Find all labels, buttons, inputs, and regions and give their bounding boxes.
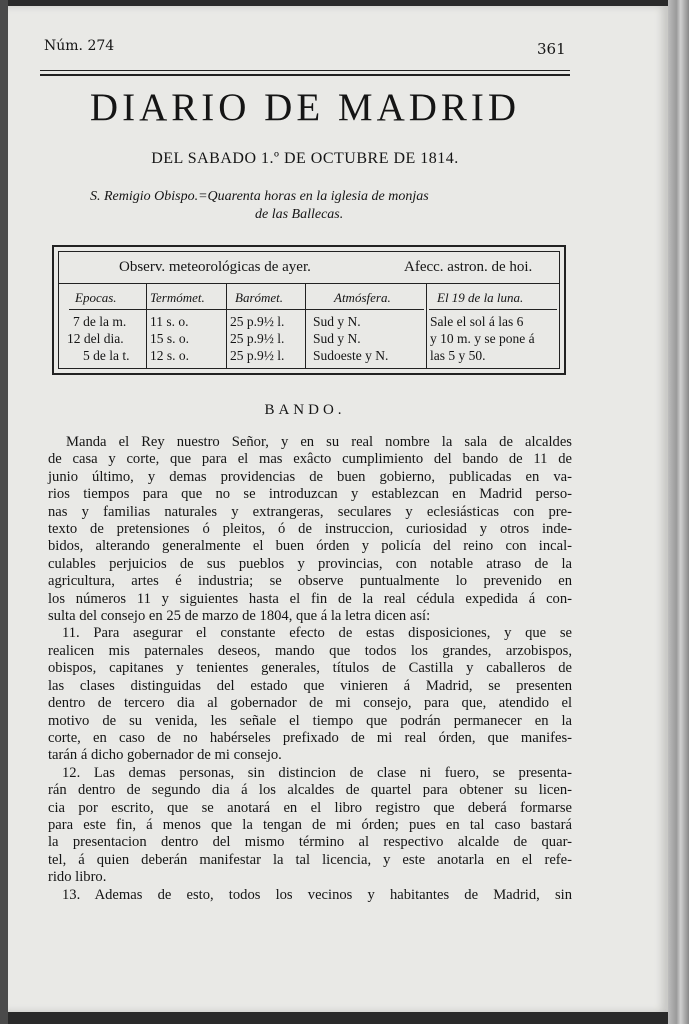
text-line: sulta del consejo en 25 de marzo de 1804, que á la letra dicen así: xyxy=(48,608,431,625)
row1-epoca: 7 de la m. xyxy=(73,314,127,329)
masthead-title: DIARIO DE MADRID xyxy=(89,86,521,129)
page-gutter xyxy=(0,0,8,1024)
meteorological-table xyxy=(52,245,566,375)
header-rule-thick xyxy=(40,74,570,76)
row1-astro: Sale el sol á las 6 xyxy=(430,314,524,329)
article-heading: BANDO. xyxy=(264,402,346,418)
text-line: bidos, alterando generalmente el buen órden y policía del reino con incal- xyxy=(48,538,572,555)
saint-notice xyxy=(90,188,550,224)
row3-astro: las 5 y 50. xyxy=(430,348,486,363)
text-line: culables perjuicios de sus pueblos y provincias, con notable atraso de la xyxy=(48,555,572,572)
meteo-divider xyxy=(426,283,427,368)
row1-term: 11 s. o. xyxy=(150,314,189,329)
text-line: los números 11 y siguientes hasta el fin de la real cédula expedida á con- xyxy=(48,590,572,607)
issue-number: Núm. 274 xyxy=(44,38,115,54)
col-termometro: Termómet. xyxy=(150,290,205,305)
text-line: texto de pretensiones ó pleitos, ó de instruccion, curiosidad y otros inde- xyxy=(48,521,572,538)
text-line: de casa y corte, que para el mas exâcto cumplimiento del bando de 11 de xyxy=(48,451,572,468)
text-line: rios tiempos para que no se introduzcan y establezcan en Madrid perso- xyxy=(48,486,572,503)
row2-term: 15 s. o. xyxy=(150,331,190,346)
meteo-divider xyxy=(226,283,227,368)
paragraph-2 xyxy=(48,625,572,764)
row2-atmos: Sud y N. xyxy=(313,331,361,346)
text-line: dentro de tercero dia al gobernador de mi consejo, para que, atendido el xyxy=(48,695,572,712)
text-line: motivo de su venida, les señale el tiempo que podrán permanecer en la xyxy=(48,712,572,729)
text-line: las clases distinguidas del estado que vinieren á Madrid, se presenten xyxy=(48,677,572,694)
col-epocas: Epocas. xyxy=(75,290,117,305)
col-barometro: Barómet. xyxy=(235,290,284,305)
row3-atmos: Sudoeste y N. xyxy=(313,348,389,363)
dateline: DEL SABADO 1.º DE OCTUBRE DE 1814. xyxy=(151,150,459,167)
row2-astro: y 10 m. y se pone á xyxy=(430,331,535,346)
row2-barom: 25 p.9½ l. xyxy=(230,331,285,346)
meteo-title-obs: Observ. meteorológicas de ayer. xyxy=(119,259,311,275)
text-line: 12. Las demas personas, sin distincion de clase ni fuero, se presenta- xyxy=(62,764,572,781)
text-line: nas y familias naturales y extrangeras, seculares y eclesiásticas con pre- xyxy=(48,503,572,520)
row3-barom: 25 p.9½ l. xyxy=(230,348,285,363)
meteo-divider xyxy=(146,283,147,368)
text-line: junio último, y demas providencias de buen gobierno, publicadas en va- xyxy=(48,468,572,485)
text-line: para este fin, á menos que la tengan de mi órden; pues en tal caso bastará xyxy=(48,816,572,833)
header-rule xyxy=(40,70,570,71)
meteo-title-astro: Afecc. astron. de hoi. xyxy=(404,259,533,275)
text-line: 11. Para asegurar el constante efecto de estas disposiciones, y que se xyxy=(62,625,572,642)
row2-epoca: 12 del dia. xyxy=(67,331,124,346)
saint-line-1: S. Remigio Obispo.=Quarenta horas en la iglesia de monjas xyxy=(90,189,429,204)
text-line: realicen mis paternales deseos, mando que todos los grandes, arzobispos, xyxy=(48,642,572,659)
paragraph-3 xyxy=(48,765,572,887)
saint-line-2: de las Ballecas. xyxy=(255,207,344,222)
article-body xyxy=(48,434,572,904)
text-line: tarán á dicho gobernador de mi consejo. xyxy=(48,747,282,764)
row3-epoca: 5 de la t. xyxy=(83,348,130,363)
text-line: corte, en caso de no habérseles prefixado de mi real órden, que manifes- xyxy=(48,729,572,746)
text-line: 13. Ademas de esto, todos los vecinos y habitantes de Madrid, sin xyxy=(62,886,572,903)
text-line: agricultura, artes é industria; se observe puntualmente lo prevenido en xyxy=(48,573,572,590)
row1-barom: 25 p.9½ l. xyxy=(230,314,285,329)
col-luna: El 19 de la luna. xyxy=(437,290,524,305)
meteo-rule xyxy=(69,309,424,310)
text-line: tel, á quien deberán manifestar la tal licencia, y este anotarla en el refe- xyxy=(48,851,572,868)
text-line: obispos, capitanes y tenientes generales, títulos de Castilla y caballeros de xyxy=(48,660,572,677)
text-line: rán dentro de segundo dia á los alcaldes de quartel para obtener su licen- xyxy=(48,782,572,799)
page-edge xyxy=(668,0,689,1024)
col-atmosfera: Atmósfera. xyxy=(334,290,391,305)
meteo-divider xyxy=(305,283,306,368)
text-line: cia por escrito, que se anotará en el libro registro que deberá formarse xyxy=(48,799,572,816)
page-number: 361 xyxy=(537,40,566,58)
paragraph-1 xyxy=(48,434,572,625)
meteo-inner-frame xyxy=(58,251,560,369)
paragraph-4 xyxy=(48,887,572,904)
text-line: rido libro. xyxy=(48,869,107,886)
text-line: Manda el Rey nuestro Señor, y en su real nombre la sala de alcaldes xyxy=(66,434,572,450)
text-line: la presentacion dentro del mismo término al respectivo alcalde de quar- xyxy=(48,834,572,851)
meteo-rule xyxy=(429,309,557,310)
row1-atmos: Sud y N. xyxy=(313,314,361,329)
row3-term: 12 s. o. xyxy=(150,348,190,363)
meteo-rule xyxy=(59,283,559,284)
